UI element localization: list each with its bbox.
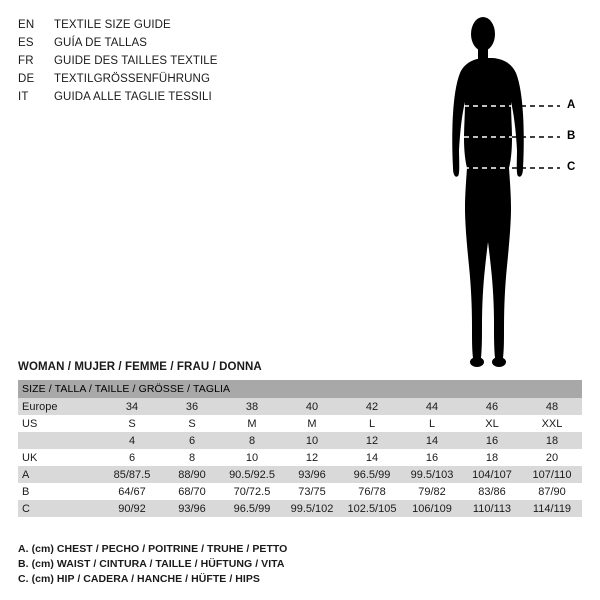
cell-a-4: 96.5/99 <box>342 466 402 483</box>
title-text-de: TEXTILGRÖSSENFÜHRUNG <box>54 73 210 85</box>
cell-b-0: 64/67 <box>102 483 162 500</box>
female-body-figure <box>420 10 590 370</box>
cell-a-1: 88/90 <box>162 466 222 483</box>
cell-usnum-5: 14 <box>402 432 462 449</box>
cell-b-1: 68/70 <box>162 483 222 500</box>
cell-europe-2: 38 <box>222 398 282 415</box>
title-text-it: GUIDA ALLE TAGLIE TESSILI <box>54 91 212 103</box>
size-table-wrapper <box>18 380 582 517</box>
cell-a-0: 85/87.5 <box>102 466 162 483</box>
legend-line-b: B. (cm) WAIST / CINTURA / TAILLE / HÜFTUNG / VITA <box>18 558 285 570</box>
legend-line-c: C. (cm) HIP / CADERA / HANCHE / HÜFTE / HIPS <box>18 573 260 585</box>
cell-us-7: XXL <box>522 415 582 432</box>
legend-line-a: A. (cm) CHEST / PECHO / POITRINE / TRUHE / PETTO <box>18 543 288 555</box>
measure-label-a: A <box>567 99 576 111</box>
title-text-es: GUÍA DE TALLAS <box>54 37 148 49</box>
cell-uk-7: 20 <box>522 449 582 466</box>
cell-uk-5: 16 <box>402 449 462 466</box>
cell-uk-4: 14 <box>342 449 402 466</box>
row-label-uk: UK <box>18 449 102 466</box>
title-row-fr <box>18 52 348 70</box>
cell-usnum-1: 6 <box>162 432 222 449</box>
cell-c-0: 90/92 <box>102 500 162 517</box>
title-block <box>18 16 348 106</box>
table-row-b <box>18 483 582 500</box>
cell-europe-3: 40 <box>282 398 342 415</box>
size-table <box>18 380 582 517</box>
cell-b-3: 73/75 <box>282 483 342 500</box>
cell-us-3: M <box>282 415 342 432</box>
table-row-c <box>18 500 582 517</box>
cell-a-6: 104/107 <box>462 466 522 483</box>
title-lang-it: IT <box>18 91 29 103</box>
cell-europe-6: 46 <box>462 398 522 415</box>
cell-usnum-0: 4 <box>102 432 162 449</box>
title-row-en <box>18 16 348 34</box>
cell-a-2: 90.5/92.5 <box>222 466 282 483</box>
cell-europe-7: 48 <box>522 398 582 415</box>
cell-uk-0: 6 <box>102 449 162 466</box>
measure-label-c: C <box>567 161 576 173</box>
cell-b-2: 70/72.5 <box>222 483 282 500</box>
title-lang-fr: FR <box>18 55 34 67</box>
cell-a-7: 107/110 <box>522 466 582 483</box>
title-row-de <box>18 70 348 88</box>
row-label-a: A <box>18 466 102 483</box>
cell-b-7: 87/90 <box>522 483 582 500</box>
cell-c-7: 114/119 <box>522 500 582 517</box>
cell-uk-1: 8 <box>162 449 222 466</box>
table-header-label: SIZE / TALLA / TAILLE / GRÖSSE / TAGLIA <box>18 380 582 398</box>
cell-uk-3: 12 <box>282 449 342 466</box>
title-lang-en: EN <box>18 19 35 31</box>
cell-b-6: 83/86 <box>462 483 522 500</box>
cell-uk-2: 10 <box>222 449 282 466</box>
cell-a-3: 93/96 <box>282 466 342 483</box>
cell-us-5: L <box>402 415 462 432</box>
row-label-europe: Europe <box>18 398 102 415</box>
cell-c-1: 93/96 <box>162 500 222 517</box>
cell-europe-5: 44 <box>402 398 462 415</box>
cell-us-2: M <box>222 415 282 432</box>
cell-uk-6: 18 <box>462 449 522 466</box>
row-label-c: C <box>18 500 102 517</box>
body-silhouette-shape <box>452 17 524 367</box>
row-label-us: US <box>18 415 102 432</box>
title-row-es <box>18 34 348 52</box>
table-row-us <box>18 415 582 432</box>
title-text-fr: GUIDE DES TAILLES TEXTILE <box>54 55 218 67</box>
row-label-us-numeric <box>18 432 102 449</box>
table-header-row <box>18 380 582 398</box>
cell-usnum-7: 18 <box>522 432 582 449</box>
cell-us-4: L <box>342 415 402 432</box>
cell-europe-1: 36 <box>162 398 222 415</box>
cell-usnum-3: 10 <box>282 432 342 449</box>
measure-label-b: B <box>567 130 576 142</box>
title-text-en: TEXTILE SIZE GUIDE <box>54 19 171 31</box>
cell-usnum-4: 12 <box>342 432 402 449</box>
cell-europe-0: 34 <box>102 398 162 415</box>
cell-c-2: 96.5/99 <box>222 500 282 517</box>
cell-b-5: 79/82 <box>402 483 462 500</box>
cell-c-6: 110/113 <box>462 500 522 517</box>
cell-usnum-2: 8 <box>222 432 282 449</box>
title-lang-de: DE <box>18 73 35 85</box>
title-lang-es: ES <box>18 37 34 49</box>
cell-c-4: 102.5/105 <box>342 500 402 517</box>
cell-us-0: S <box>102 415 162 432</box>
measurement-legend <box>18 542 438 587</box>
cell-europe-4: 42 <box>342 398 402 415</box>
table-row-europe <box>18 398 582 415</box>
cell-b-4: 76/78 <box>342 483 402 500</box>
cell-us-1: S <box>162 415 222 432</box>
cell-us-6: XL <box>462 415 522 432</box>
table-row-uk <box>18 449 582 466</box>
cell-c-3: 99.5/102 <box>282 500 342 517</box>
cell-a-5: 99.5/103 <box>402 466 462 483</box>
table-row-a <box>18 466 582 483</box>
table-row-us-numeric <box>18 432 582 449</box>
row-label-b: B <box>18 483 102 500</box>
section-heading: WOMAN / MUJER / FEMME / FRAU / DONNA <box>18 361 262 373</box>
title-row-it <box>18 88 348 106</box>
cell-c-5: 106/109 <box>402 500 462 517</box>
cell-usnum-6: 16 <box>462 432 522 449</box>
